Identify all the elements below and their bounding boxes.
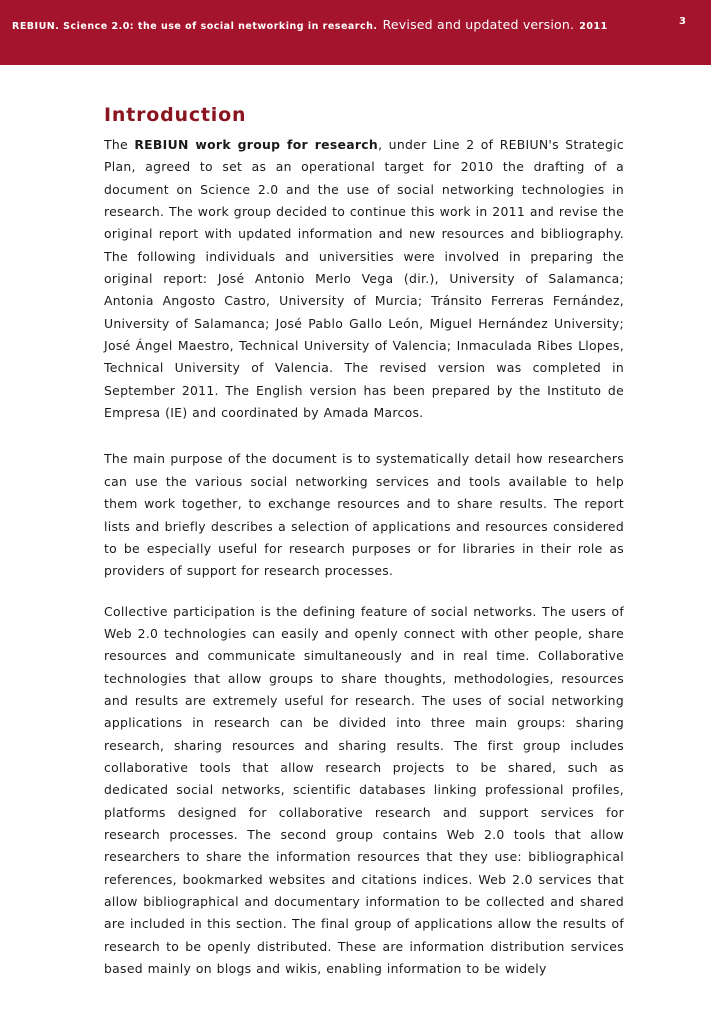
paragraph-2: The main purpose of the document is to systematically detail how researchers can use the various social networking services and tools available to help them work together, to exchange resources and to share results. The report lists and briefly describes a selection of applications and resources considered to be especially useful for research purposes or for libraries in their role as providers of support for research processes. — [104, 451, 624, 579]
page-number: 3 — [679, 16, 686, 27]
section-title: Introduction — [104, 104, 247, 126]
document-body — [104, 102, 624, 980]
header-running-title — [12, 14, 608, 33]
page-header — [0, 0, 711, 65]
paragraph-3: Collective participation is the defining feature of social networks. The users of Web 2.0 technologies can easily and openly connect with other people, share resources and communicate simultaneously and in real time. Collaborative technologies that allow groups to share thoughts, methodologies, resources and results are extremely useful for research. The uses of social networking applications in research can be divided into three main groups: sharing research, sharing resources and sharing results. The first group includes collaborative tools that allow research projects to be shared, such as dedicated social networks, scientific databases linking professional profiles, platforms designed for collaborative research and support services for research processes. The second group contains Web 2.0 tools that allow researchers to share the information resources that they use: bibliographical references, bookmarked websites and citations indices. Web 2.0 services that allow bibliographical and documentary information to be collected and shared are included in this section. The final group of applications allow the results of research to be openly distributed. These are information distribution services based mainly on blogs and wikis, enabling information to be widely — [104, 603, 624, 977]
header-version-note: Revised and updated version. — [382, 17, 575, 32]
header-year: 2011 — [579, 21, 608, 32]
paragraph-1-intro: The — [104, 137, 128, 152]
paragraph-1-emphasis: REBIUN work group for research — [134, 137, 379, 152]
paragraph-1-body: , under Line 2 of REBIUN's Strategic Plan, agreed to set as an operational target for 2010 the drafting of a document on Science 2.0 and the use of social networking technologies in research. The work group decided to continue this work in 2011 and revise the original report with updated information and new resources and bibliography. The following individuals and universities were involved in preparing the original report: José Antonio Merlo Vega (dir.), University of Salamanca; Antonia Angosto Castro, University of Murcia; Tránsito Ferreras Fernández, University of Salamanca; José Pablo Gallo León, Miguel Hernández University; José Ángel Maestro, Technical University of Valencia; Inmaculada Ribes Llopes, Technical University of Valencia. The revised version was completed in September 2011. The English version has been prepared by the Instituto de Empresa (IE) and coordinated by Amada Marcos. — [104, 137, 624, 421]
paragraph-1 — [104, 134, 624, 424]
header-document-title: REBIUN. Science 2.0: the use of social networking in research. — [12, 21, 378, 32]
